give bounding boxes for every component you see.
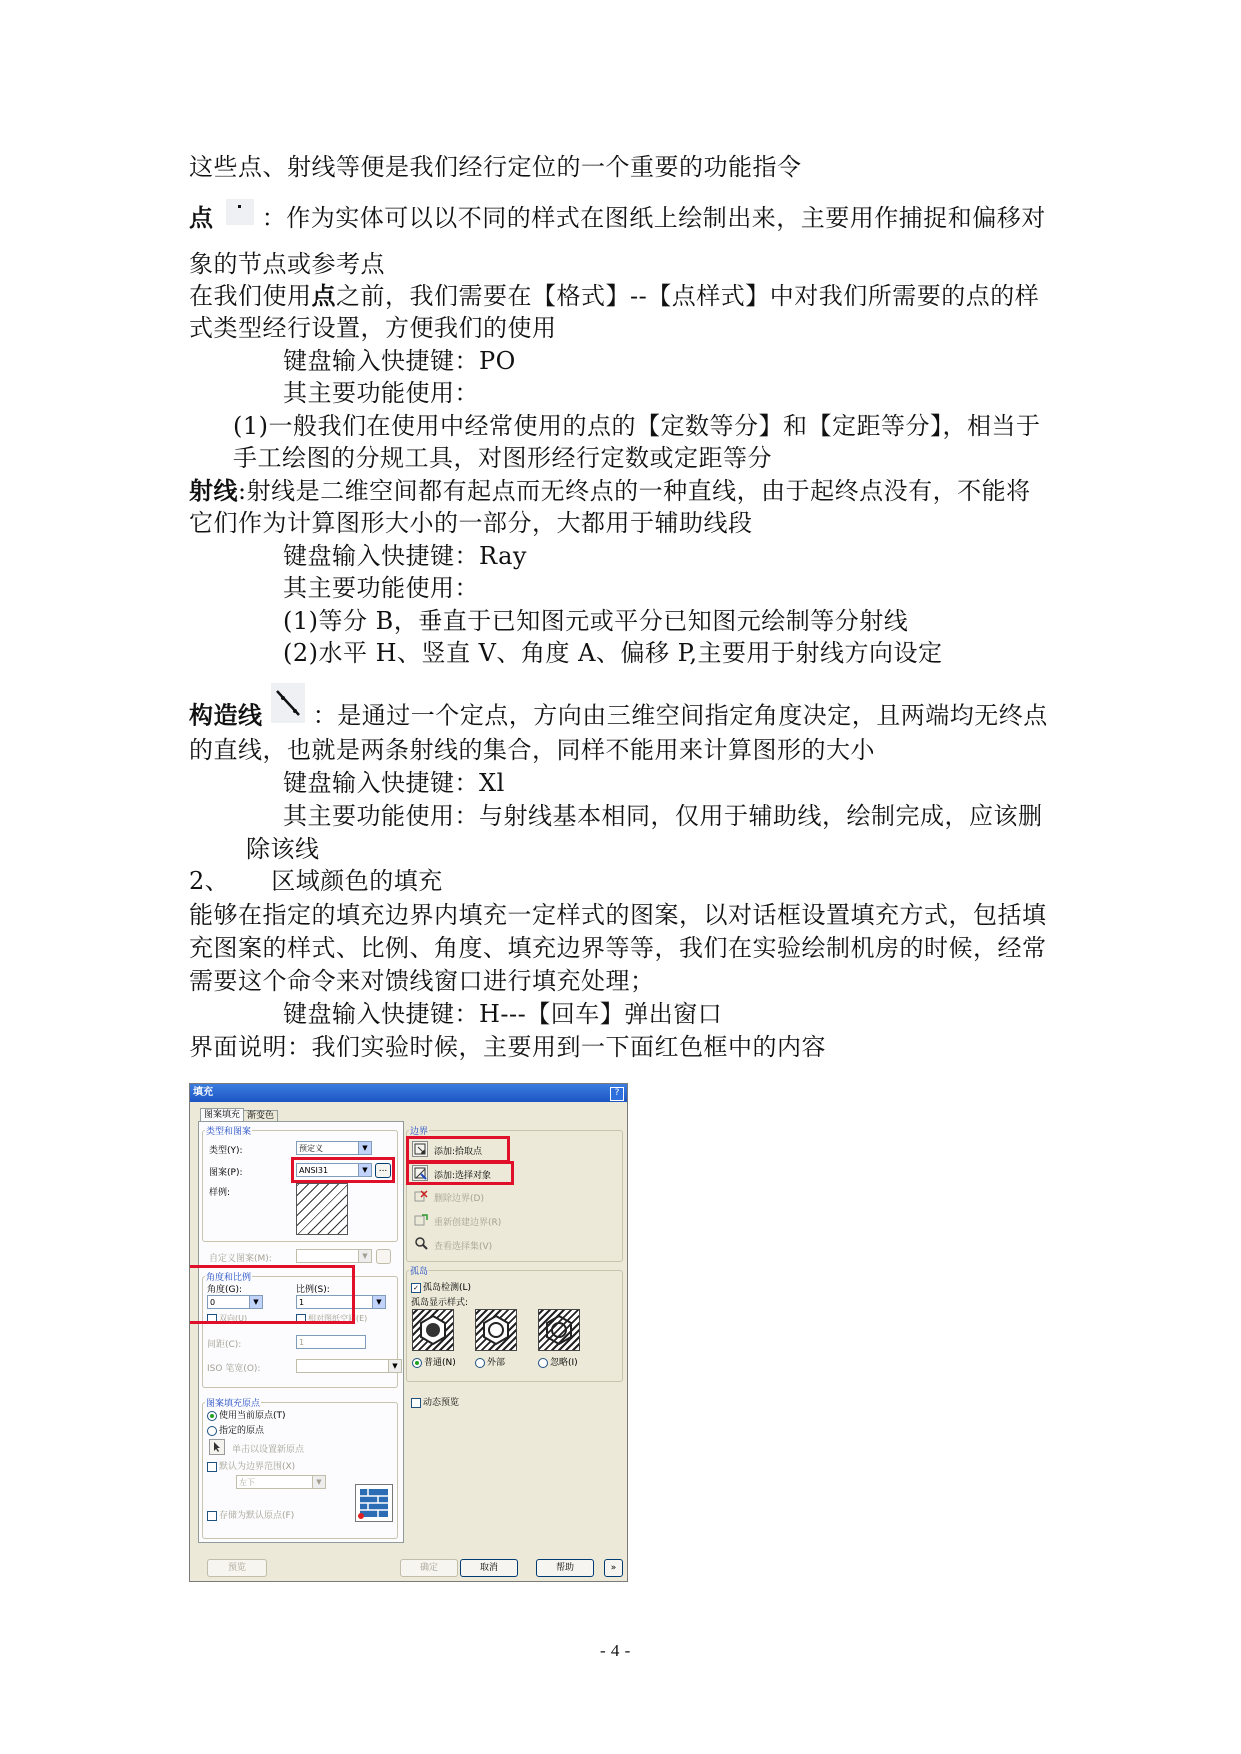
origin-title: 图案填充原点 [205, 1396, 261, 1409]
remove-boundary-button[interactable]: 删除边界(D) [434, 1194, 484, 1204]
help-button[interactable]: 帮助 [536, 1559, 594, 1577]
double-checkbox[interactable]: 双向(U) [207, 1313, 247, 1324]
text-line: 其主要功能使用： [283, 379, 479, 407]
text-segment: ：是通过一个定点，方向由三维空间指定角度决定，且两端均无终点 [312, 701, 1048, 730]
text-line: 键盘输入快捷键：Xl [283, 769, 505, 797]
text-segment: ：作为实体可以以不同的样式在图纸上绘制出来，主要用作捕捉和偏移对 [261, 204, 1046, 232]
text-line: (1)一般我们在使用中经常使用的点的【定数等分】和【定距等分】，相当于 [233, 412, 1041, 440]
hatch-dialog [189, 1083, 628, 1582]
style-ignore-icon[interactable] [538, 1309, 580, 1351]
type-label: 类型(Y): [209, 1146, 243, 1156]
sample-label: 样例: [209, 1188, 231, 1198]
text-line: (2)水平 H、竖直 V、角度 A、偏移 P,主要用于射线方向设定 [283, 639, 943, 667]
text-line: 的直线，也就是两条射线的集合，同样不能用来计算图形的大小 [189, 736, 875, 764]
chevron-down-icon: ▼ [249, 1296, 262, 1308]
radio-icon [538, 1358, 548, 1368]
text-line: 界面说明：我们实验时候，主要用到一下面红色框中的内容 [189, 1033, 826, 1061]
checkbox-icon [411, 1398, 421, 1408]
section-heading [189, 866, 443, 896]
text-line: 它们作为计算图形大小的一部分，大都用于辅助线段 [189, 509, 753, 537]
text-line: 需要这个命令来对馈线窗口进行填充处理； [189, 967, 655, 995]
set-origin-label: 单击以设置新原点 [232, 1445, 305, 1455]
ok-button[interactable]: 确定 [400, 1559, 458, 1577]
checkbox-icon [207, 1511, 217, 1521]
text-line: 其主要功能使用：与射线基本相同，仅用于辅助线，绘制完成，应该删 [283, 802, 1043, 830]
island-title: 孤岛 [409, 1264, 429, 1277]
term-construction-line: 构造线 [189, 701, 263, 730]
text-line: 手工绘图的分规工具，对图形经行定数或定距等分 [233, 444, 772, 472]
text-line [189, 281, 1039, 311]
radio-icon [207, 1411, 217, 1421]
text-segment: 之前，我们需要在【格式】--【点样式】中对我们所需要的点的样 [336, 282, 1040, 310]
custom-pattern-label: 自定义图案(M): [209, 1254, 272, 1264]
island-style-label: 孤岛显示样式: [411, 1298, 469, 1308]
magnifier-icon[interactable] [414, 1236, 428, 1250]
boundary-title: 边界 [409, 1124, 429, 1137]
chevron-down-icon: ▼ [358, 1142, 371, 1154]
style-outer-icon[interactable] [475, 1309, 517, 1351]
chevron-down-icon: ▼ [358, 1250, 371, 1262]
default-extent-checkbox[interactable]: 默认为边界范围(X) [207, 1459, 295, 1472]
text-line [189, 476, 1031, 506]
angle-label: 角度(G): [207, 1285, 243, 1295]
text-line: 除该线 [246, 835, 320, 863]
store-default-checkbox[interactable]: 存储为默认原点(F) [207, 1508, 294, 1521]
tab-gradient[interactable]: 渐变色 [243, 1110, 278, 1122]
set-origin-icon[interactable] [209, 1439, 225, 1455]
iso-label: ISO 笔宽(O): [207, 1364, 261, 1374]
chevron-down-icon: ▼ [372, 1296, 385, 1308]
text-line: 充图案的样式、比例、角度、填充边界等等，我们在实验绘制机房的时候，经常 [189, 934, 1047, 962]
term-point: 点 [189, 204, 214, 232]
highlight-box [291, 1157, 395, 1183]
style-normal-radio[interactable]: 普通(N) [412, 1355, 456, 1368]
browse-pattern-button[interactable]: ... [375, 1163, 391, 1178]
text-line [189, 203, 1046, 233]
text-line: 这些点、射线等便是我们经行定位的一个重要的功能指令 [189, 153, 802, 181]
construction-line-icon [271, 683, 305, 723]
highlight-box [189, 1265, 355, 1324]
section-number: 2、 [189, 867, 230, 895]
text-segment: 在我们使用 [189, 282, 312, 310]
text-line: 能够在指定的填充边界内填充一定样式的图案，以对话框设置填充方式，包括填 [189, 901, 1047, 929]
style-outer-radio[interactable]: 外部 [475, 1355, 505, 1368]
highlight-box [406, 1161, 514, 1185]
angle-select[interactable]: 0 ▼ [207, 1295, 263, 1309]
chevron-down-icon: ▼ [388, 1360, 401, 1372]
checkbox-icon: ✓ [411, 1283, 421, 1293]
preview-button[interactable]: 预览 [207, 1559, 267, 1577]
remove-boundary-icon[interactable] [414, 1189, 428, 1203]
view-selection-button[interactable]: 查看选择集(V) [434, 1242, 493, 1252]
checkbox-icon [207, 1462, 217, 1472]
iso-select[interactable] [296, 1359, 402, 1373]
radio-icon [412, 1358, 422, 1368]
scale-select[interactable]: 1 ▼ [296, 1295, 386, 1309]
text-line: (1)等分 B，垂直于已知图元或平分已知图元绘制等分射线 [283, 607, 909, 635]
text-segment: :射线是二维空间都有起点而无终点的一种直线，由于起终点没有，不能将 [238, 477, 1031, 505]
page-number: - 4 - [600, 1641, 631, 1660]
corner-select[interactable]: 左下 ▼ [236, 1475, 326, 1489]
angle-scale-title: 角度和比例 [205, 1270, 252, 1283]
scale-label: 比例(S): [296, 1285, 330, 1295]
text-line: 其主要功能使用： [283, 574, 479, 602]
add-pick-points-button[interactable]: 添加:拾取点 [434, 1147, 483, 1157]
term-ray: 射线 [189, 477, 238, 505]
type-pattern-title: 类型和图案 [205, 1124, 252, 1137]
dialog-title: 填充 [190, 1084, 627, 1102]
cancel-button[interactable]: 取消 [460, 1559, 518, 1577]
help-icon[interactable]: ? [610, 1087, 624, 1101]
text-line: 键盘输入快捷键：PO [283, 347, 516, 375]
style-ignore-radio[interactable]: 忽略(I) [538, 1355, 578, 1368]
custom-pattern-select[interactable] [296, 1249, 372, 1263]
pattern-label: 图案(P): [209, 1168, 243, 1178]
radio-icon [207, 1426, 217, 1436]
chevron-down-icon: ▼ [358, 1164, 371, 1176]
text-line: 键盘输入快捷键：Ray [283, 542, 527, 570]
origin-preview-icon [355, 1484, 393, 1522]
style-normal-icon[interactable] [412, 1309, 454, 1351]
pattern-sample[interactable] [296, 1183, 348, 1235]
island-detect-checkbox[interactable]: ✓ 孤岛检测(L) [411, 1280, 471, 1293]
text-line [189, 697, 1048, 737]
section-title: 区域颜色的填充 [271, 867, 443, 895]
tab-pattern[interactable]: 图案填充 [200, 1108, 244, 1122]
radio-icon [475, 1358, 485, 1368]
term-point: 点 [311, 282, 336, 310]
add-select-objects-button[interactable]: 添加:选择对象 [434, 1171, 492, 1181]
chevron-down-icon: ▼ [312, 1476, 325, 1488]
spacing-label: 间距(C): [207, 1340, 242, 1350]
text-line: 键盘输入快捷键：H---【回车】弹出窗口 [283, 1000, 723, 1028]
type-select[interactable]: 预定义 ▼ [296, 1141, 372, 1155]
origin-specified-radio[interactable]: 指定的原点 [207, 1423, 264, 1436]
recreate-boundary-button[interactable]: 重新创建边界(R) [434, 1218, 502, 1228]
spacing-input[interactable]: 1 [296, 1335, 366, 1349]
more-options-button[interactable]: » [604, 1559, 623, 1577]
highlight-box [406, 1136, 510, 1163]
origin-current-radio[interactable]: 使用当前原点(T) [207, 1408, 286, 1421]
pattern-select[interactable]: ANSI31 ▼ [296, 1163, 372, 1177]
point-icon [226, 199, 254, 225]
recreate-boundary-icon[interactable] [414, 1213, 428, 1227]
text-line: 式类型经行设置，方便我们的使用 [189, 314, 557, 342]
text-line: 象的节点或参考点 [189, 250, 385, 278]
custom-pattern-browse[interactable] [376, 1249, 391, 1264]
relative-checkbox[interactable]: 相对图纸空间(E) [296, 1313, 367, 1324]
dynamic-preview-checkbox[interactable]: 动态预览 [411, 1395, 459, 1408]
